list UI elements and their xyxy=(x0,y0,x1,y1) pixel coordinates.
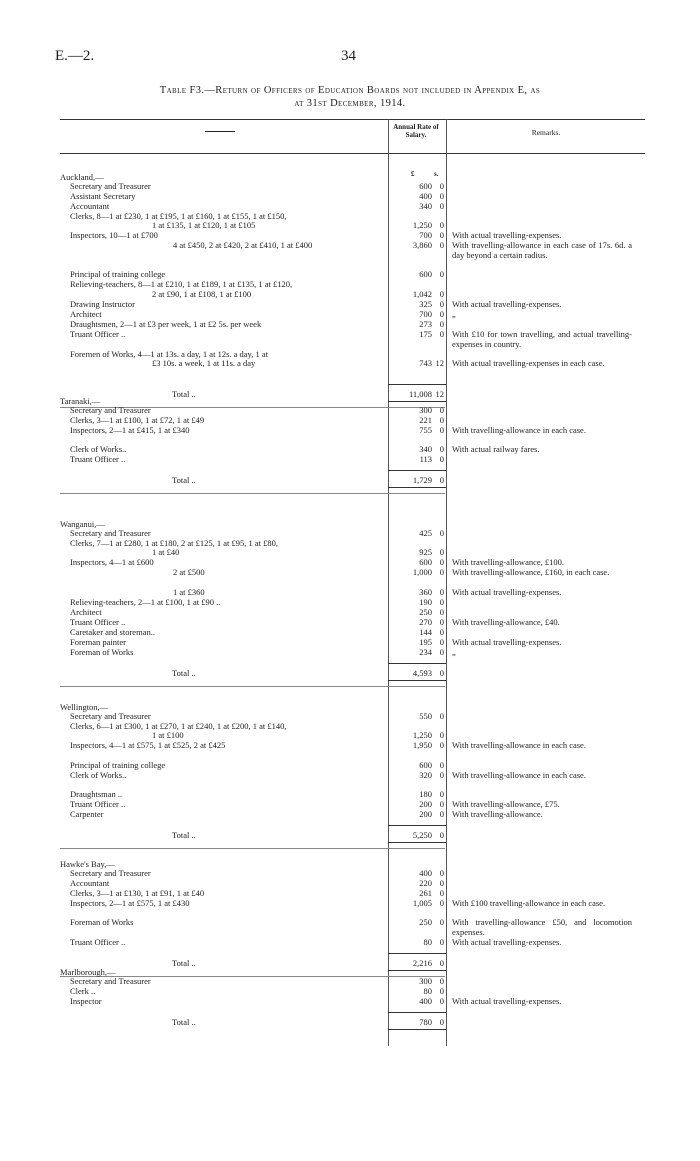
total-rule xyxy=(388,470,446,471)
row-description xyxy=(70,800,380,810)
page-number: 34 xyxy=(341,48,356,64)
rate-column-left-border xyxy=(388,119,389,1046)
description-header-dash xyxy=(205,131,235,132)
header-rule xyxy=(60,153,645,154)
row-shillings: 0 xyxy=(439,269,444,280)
row-pounds: 600 xyxy=(419,269,432,280)
row-description xyxy=(70,455,380,465)
total-label: Total .. xyxy=(172,957,196,968)
row-description xyxy=(70,899,380,909)
total-shillings: 12 xyxy=(435,388,444,399)
section-name: Taranaki,— xyxy=(60,396,101,406)
row-pounds: 340 xyxy=(419,444,432,455)
row-pounds: 250 xyxy=(419,917,432,928)
total-rule xyxy=(388,663,446,664)
row-shillings: 0 xyxy=(439,547,444,558)
row-description-line: Clerks, 3—1 at £100, 1 at £72, 1 at £49 xyxy=(70,414,205,425)
row-description xyxy=(70,350,380,369)
row-pounds: 925 xyxy=(419,547,432,558)
row-shillings: 0 xyxy=(439,200,444,211)
row-shillings: 0 xyxy=(439,444,444,455)
row-description xyxy=(70,761,380,771)
total-shillings: 0 xyxy=(439,667,444,678)
row-shillings: 0 xyxy=(439,995,444,1006)
row-description-line: Foreman of Works xyxy=(70,917,134,928)
row-pounds: 1,005 xyxy=(412,897,432,908)
total-pounds: 11,008 xyxy=(408,388,432,399)
row-pounds: 320 xyxy=(419,769,432,780)
total-bottom-rule xyxy=(388,842,446,843)
row-description xyxy=(70,618,380,628)
row-description-line: Clerks, 7—1 at £280, 1 at £180, 2 at £125, 1 at £95, 1 at £80, xyxy=(70,537,278,548)
row-description-line: Inspectors, 2—1 at £415, 1 at £340 xyxy=(70,424,190,435)
row-description xyxy=(70,529,380,539)
row-remark: With travelling-allowance, £40. xyxy=(452,616,560,627)
row-pounds: 600 xyxy=(419,180,432,191)
row-pounds: 200 xyxy=(419,809,432,820)
top-rule xyxy=(60,119,645,120)
row-shillings: 0 xyxy=(439,414,444,425)
row-description-line: Clerks, 3—1 at £130, 1 at £91, 1 at £40 xyxy=(70,887,205,898)
row-description-line: Secretary and Treasurer xyxy=(70,404,151,415)
row-description-continuation: 1 at £135, 1 at £120, 1 at £105 xyxy=(152,220,256,231)
total-label: Total .. xyxy=(172,667,196,678)
total-bottom-rule xyxy=(388,487,446,488)
row-shillings: 0 xyxy=(439,606,444,617)
row-description xyxy=(70,810,380,820)
row-shillings: 0 xyxy=(439,636,444,647)
row-shillings: 0 xyxy=(439,240,444,251)
row-description-continuation: 1 at £100 xyxy=(152,730,184,741)
row-description-line: Clerk .. xyxy=(70,985,96,996)
row-description-line: Accountant xyxy=(70,877,110,888)
row-shillings: 0 xyxy=(439,567,444,578)
row-shillings: 0 xyxy=(439,887,444,898)
row-pounds: 221 xyxy=(419,414,432,425)
section-separator xyxy=(60,686,445,687)
row-pounds: 700 xyxy=(419,309,432,319)
page-header xyxy=(55,48,660,68)
row-description-line: Drawing Instructor xyxy=(70,299,135,309)
row-description xyxy=(70,648,380,658)
row-shillings: 0 xyxy=(439,586,444,597)
row-description-line: Carpenter xyxy=(70,809,104,820)
total-rule xyxy=(388,1012,446,1013)
row-description xyxy=(70,628,380,638)
total-label: Total .. xyxy=(172,830,196,841)
row-description-line: Principal of training college xyxy=(70,269,166,280)
row-remark: With actual travelling-expenses. xyxy=(452,230,562,241)
row-remark: With travelling-allowance, £75. xyxy=(452,799,560,810)
row-remark: „ xyxy=(452,309,456,319)
row-remark: With £100 travelling-allowance in each case. xyxy=(452,897,606,908)
row-pounds: 200 xyxy=(419,799,432,810)
row-remark: With actual travelling-expenses. xyxy=(452,299,562,309)
row-description-line: Inspectors, 10—1 at £700 xyxy=(70,230,158,241)
total-shillings: 0 xyxy=(439,475,444,486)
row-pounds: 1,250 xyxy=(412,730,432,741)
row-description xyxy=(70,539,380,558)
remarks-column-header: Remarks. xyxy=(531,128,561,137)
row-description-line: Secretary and Treasurer xyxy=(70,867,151,878)
total-label: Total .. xyxy=(172,475,196,486)
row-shillings: 0 xyxy=(439,917,444,928)
row-shillings: 0 xyxy=(439,740,444,751)
total-pounds: 4,593 xyxy=(412,667,432,678)
row-description xyxy=(70,879,380,889)
total-bottom-rule xyxy=(388,970,446,971)
row-pounds: 1,250 xyxy=(412,220,432,231)
rate-column-header: Annual Rate of Salary. xyxy=(393,123,439,139)
row-pounds: 190 xyxy=(419,596,432,607)
row-shillings: 0 xyxy=(439,789,444,800)
row-remark: „ xyxy=(452,646,456,657)
row-shillings: 12 xyxy=(435,358,444,369)
row-shillings: 0 xyxy=(439,319,444,329)
table-title-line2: at 31st December, 1914. xyxy=(294,98,406,109)
row-pounds: 600 xyxy=(419,759,432,770)
row-description xyxy=(70,741,380,751)
total-rule xyxy=(388,384,446,385)
row-remark: With actual travelling-expenses. xyxy=(452,586,562,597)
row-remark: With £10 for town travelling, and actual travelling-expenses in country. xyxy=(452,329,632,349)
row-shillings: 0 xyxy=(439,897,444,908)
row-description-line: Principal of training college xyxy=(70,759,166,770)
row-shillings: 0 xyxy=(439,309,444,319)
row-shillings: 0 xyxy=(439,230,444,241)
total-pounds: 5,250 xyxy=(412,830,432,841)
row-remark: With actual travelling-expenses. xyxy=(452,636,562,647)
row-description-continuation: 1 at £40 xyxy=(152,547,180,558)
row-pounds: 220 xyxy=(419,877,432,888)
row-shillings: 0 xyxy=(439,759,444,770)
section-name: Auckland,— xyxy=(60,172,104,182)
total-bottom-rule xyxy=(388,1029,446,1030)
row-description-line: Foreman of Works xyxy=(70,646,134,657)
row-pounds: 300 xyxy=(419,975,432,986)
row-description-line: Caretaker and storeman.. xyxy=(70,626,155,637)
row-description-line: Secretary and Treasurer xyxy=(70,975,151,986)
row-description-line: Inspectors, 4—1 at £600 xyxy=(70,557,154,568)
row-description xyxy=(70,280,380,299)
row-description-line: Clerk of Works.. xyxy=(70,444,127,455)
row-description-line: Inspectors, 4—1 at £575, 1 at £525, 2 at £425 xyxy=(70,740,226,751)
row-pounds: 360 xyxy=(419,586,432,597)
row-pounds: 80 xyxy=(423,936,432,947)
row-description xyxy=(70,598,380,608)
row-shillings: 0 xyxy=(439,424,444,435)
row-pounds: 1,000 xyxy=(412,567,432,578)
total-rule xyxy=(388,825,446,826)
row-description xyxy=(70,558,380,568)
row-remark: With travelling-allowance, £100. xyxy=(452,557,565,568)
row-shillings: 0 xyxy=(439,646,444,657)
total-shillings: 0 xyxy=(439,830,444,841)
row-description-line: Architect xyxy=(70,606,102,617)
row-pounds: 3,860 xyxy=(412,240,432,251)
row-pounds: 144 xyxy=(419,626,432,637)
row-pounds: 400 xyxy=(419,867,432,878)
row-pounds: 1,950 xyxy=(412,740,432,751)
row-description-line: 4 at £450, 2 at £420, 2 at £410, 1 at £400 xyxy=(173,240,313,251)
row-description-line: 2 at £500 xyxy=(173,567,205,578)
row-pounds: 175 xyxy=(419,329,432,339)
row-description-line: Secretary and Treasurer xyxy=(70,180,151,191)
row-shillings: 0 xyxy=(439,799,444,810)
row-pounds: 113 xyxy=(419,454,432,465)
page-code: E.—2. xyxy=(55,48,95,64)
row-description xyxy=(70,416,380,426)
row-shillings: 0 xyxy=(439,809,444,820)
row-description xyxy=(70,608,380,618)
row-pounds: 195 xyxy=(419,636,432,647)
row-description xyxy=(70,918,380,928)
row-remark: With actual travelling-expenses. xyxy=(452,995,562,1006)
row-description xyxy=(70,300,380,310)
row-shillings: 0 xyxy=(439,867,444,878)
total-pounds: 780 xyxy=(419,1016,432,1027)
row-description xyxy=(70,997,380,1007)
row-remark: With actual travelling-expenses. xyxy=(452,936,562,947)
row-description xyxy=(70,426,380,436)
row-description-line: Truant Officer .. xyxy=(70,329,126,339)
row-shillings: 0 xyxy=(439,557,444,568)
row-pounds: 600 xyxy=(419,557,432,568)
row-shillings: 0 xyxy=(439,769,444,780)
row-remark: With travelling-allowance in each case. xyxy=(452,769,586,780)
row-description-line: Clerk of Works.. xyxy=(70,769,127,780)
row-shillings: 0 xyxy=(439,626,444,637)
row-description xyxy=(70,212,380,231)
row-description-line: Draughtsmen, 2—1 at £3 per week, 1 at £2 5s. per week xyxy=(70,319,262,329)
row-description xyxy=(70,938,380,948)
shillings-unit: s. xyxy=(434,170,439,178)
row-shillings: 0 xyxy=(439,299,444,309)
row-description-line: Inspector xyxy=(70,995,102,1006)
pounds-unit: £ xyxy=(411,170,415,178)
row-description-line: Foremen of Works, 4—1 at 13s. a day, 1 at 12s. a day, 1 at xyxy=(70,348,269,359)
row-pounds: 325 xyxy=(419,299,432,309)
row-remark: With travelling-allowance. xyxy=(452,809,543,820)
row-description-line: 1 at £360 xyxy=(173,586,205,597)
row-shillings: 0 xyxy=(439,180,444,191)
row-pounds: 400 xyxy=(419,995,432,1006)
row-shillings: 0 xyxy=(439,288,444,299)
row-description xyxy=(70,722,380,741)
row-description-line: Clerks, 8—1 at £230, 1 at £195, 1 at £160, 1 at £155, 1 at £150, xyxy=(70,210,287,221)
row-description-continuation: 2 at £90, 1 at £108, 1 at £100 xyxy=(152,288,252,299)
row-description xyxy=(70,330,380,340)
row-description-line: Truant Officer .. xyxy=(70,616,126,627)
row-description-line: Secretary and Treasurer xyxy=(70,527,151,538)
row-shillings: 0 xyxy=(439,454,444,465)
total-bottom-rule xyxy=(388,680,446,681)
row-shillings: 0 xyxy=(439,730,444,741)
row-remark: With actual railway fares. xyxy=(452,444,540,455)
row-description xyxy=(70,977,380,987)
row-pounds: 550 xyxy=(419,710,432,721)
row-pounds: 273 xyxy=(419,319,432,329)
total-rule xyxy=(388,953,446,954)
row-pounds: 250 xyxy=(419,606,432,617)
row-pounds: 755 xyxy=(419,424,432,435)
row-shillings: 0 xyxy=(439,404,444,415)
row-description-line: Inspectors, 2—1 at £575, 1 at £430 xyxy=(70,897,190,908)
row-description-line: Truant Officer .. xyxy=(70,936,126,947)
row-description-continuation: £3 10s. a week, 1 at 11s. a day xyxy=(152,358,256,369)
row-description-line: Truant Officer .. xyxy=(70,454,126,465)
row-description-line: Secretary and Treasurer xyxy=(70,710,151,721)
total-label: Total .. xyxy=(172,1016,196,1027)
total-pounds: 1,729 xyxy=(412,475,432,486)
row-description xyxy=(70,889,380,899)
row-shillings: 0 xyxy=(439,190,444,201)
row-remark: With actual travelling-expenses in each case. xyxy=(452,358,605,369)
row-description xyxy=(70,638,380,648)
row-description xyxy=(70,712,380,722)
row-pounds: 743 xyxy=(419,358,432,369)
row-description-line: Clerks, 6—1 at £300, 1 at £270, 1 at £240, 1 at £200, 1 at £140, xyxy=(70,720,287,731)
row-description xyxy=(70,869,380,879)
row-description-line: Assistant Secretary xyxy=(70,190,136,201)
row-pounds: 80 xyxy=(423,985,432,996)
section-name: Wanganui,— xyxy=(60,519,105,529)
row-remark: With travelling-allowance in each case. xyxy=(452,740,586,751)
section-name: Hawke's Bay,— xyxy=(60,859,115,869)
row-shillings: 0 xyxy=(439,616,444,627)
row-description-line: Draughtsman .. xyxy=(70,789,123,800)
total-label: Total .. xyxy=(172,388,196,399)
row-pounds: 180 xyxy=(419,789,432,800)
total-shillings: 0 xyxy=(439,1016,444,1027)
row-pounds: 270 xyxy=(419,616,432,627)
row-description-line: Foreman painter xyxy=(70,636,126,647)
row-description xyxy=(70,987,380,997)
table-title-line1: Table F3.—Return of Officers of Education Boards not included in Appendix E, as xyxy=(159,85,541,96)
row-remark: With travelling-allowance in each case. xyxy=(452,424,586,435)
row-shillings: 0 xyxy=(439,220,444,231)
row-description-line: Accountant xyxy=(70,200,110,211)
row-description-line: Relieving-teachers, 2—1 at £100, 1 at £90 .. xyxy=(70,596,221,607)
section-separator xyxy=(60,493,445,494)
total-shillings: 0 xyxy=(439,957,444,968)
row-pounds: 340 xyxy=(419,200,432,211)
row-remark: With travelling-allowance in each case of 17s. 6d. a day beyond a certain radius. xyxy=(452,240,632,260)
row-description-line: Architect xyxy=(70,309,102,319)
section-name: Marlborough,— xyxy=(60,967,116,977)
section-separator xyxy=(60,848,445,849)
row-description-line: Truant Officer .. xyxy=(70,799,126,810)
row-shillings: 0 xyxy=(439,936,444,947)
row-shillings: 0 xyxy=(439,329,444,339)
rate-column-right-border xyxy=(446,119,447,1046)
total-bottom-rule xyxy=(388,401,446,402)
row-shillings: 0 xyxy=(439,975,444,986)
row-description xyxy=(70,182,380,192)
row-remark: With travelling-allowance, £160, in each case. xyxy=(452,567,610,578)
section-name: Wellington,— xyxy=(60,702,109,712)
row-shillings: 0 xyxy=(439,527,444,538)
row-pounds: 234 xyxy=(419,646,432,657)
row-pounds: 700 xyxy=(419,230,432,241)
row-pounds: 1,042 xyxy=(412,288,432,299)
row-shillings: 0 xyxy=(439,710,444,721)
row-description xyxy=(70,406,380,416)
table-title xyxy=(60,84,640,110)
row-remark: With travelling-allowance £50, and locomotion expenses. xyxy=(452,917,632,937)
row-shillings: 0 xyxy=(439,877,444,888)
row-description xyxy=(70,202,380,212)
row-pounds: 425 xyxy=(419,527,432,538)
row-pounds: 400 xyxy=(419,190,432,201)
row-description-line: Relieving-teachers, 8—1 at £210, 1 at £189, 1 at £135, 1 at £120, xyxy=(70,279,293,290)
row-shillings: 0 xyxy=(439,985,444,996)
row-pounds: 261 xyxy=(419,887,432,898)
total-pounds: 2,216 xyxy=(412,957,432,968)
row-shillings: 0 xyxy=(439,596,444,607)
row-pounds: 300 xyxy=(419,404,432,415)
row-description xyxy=(70,192,380,202)
row-description xyxy=(70,771,380,781)
